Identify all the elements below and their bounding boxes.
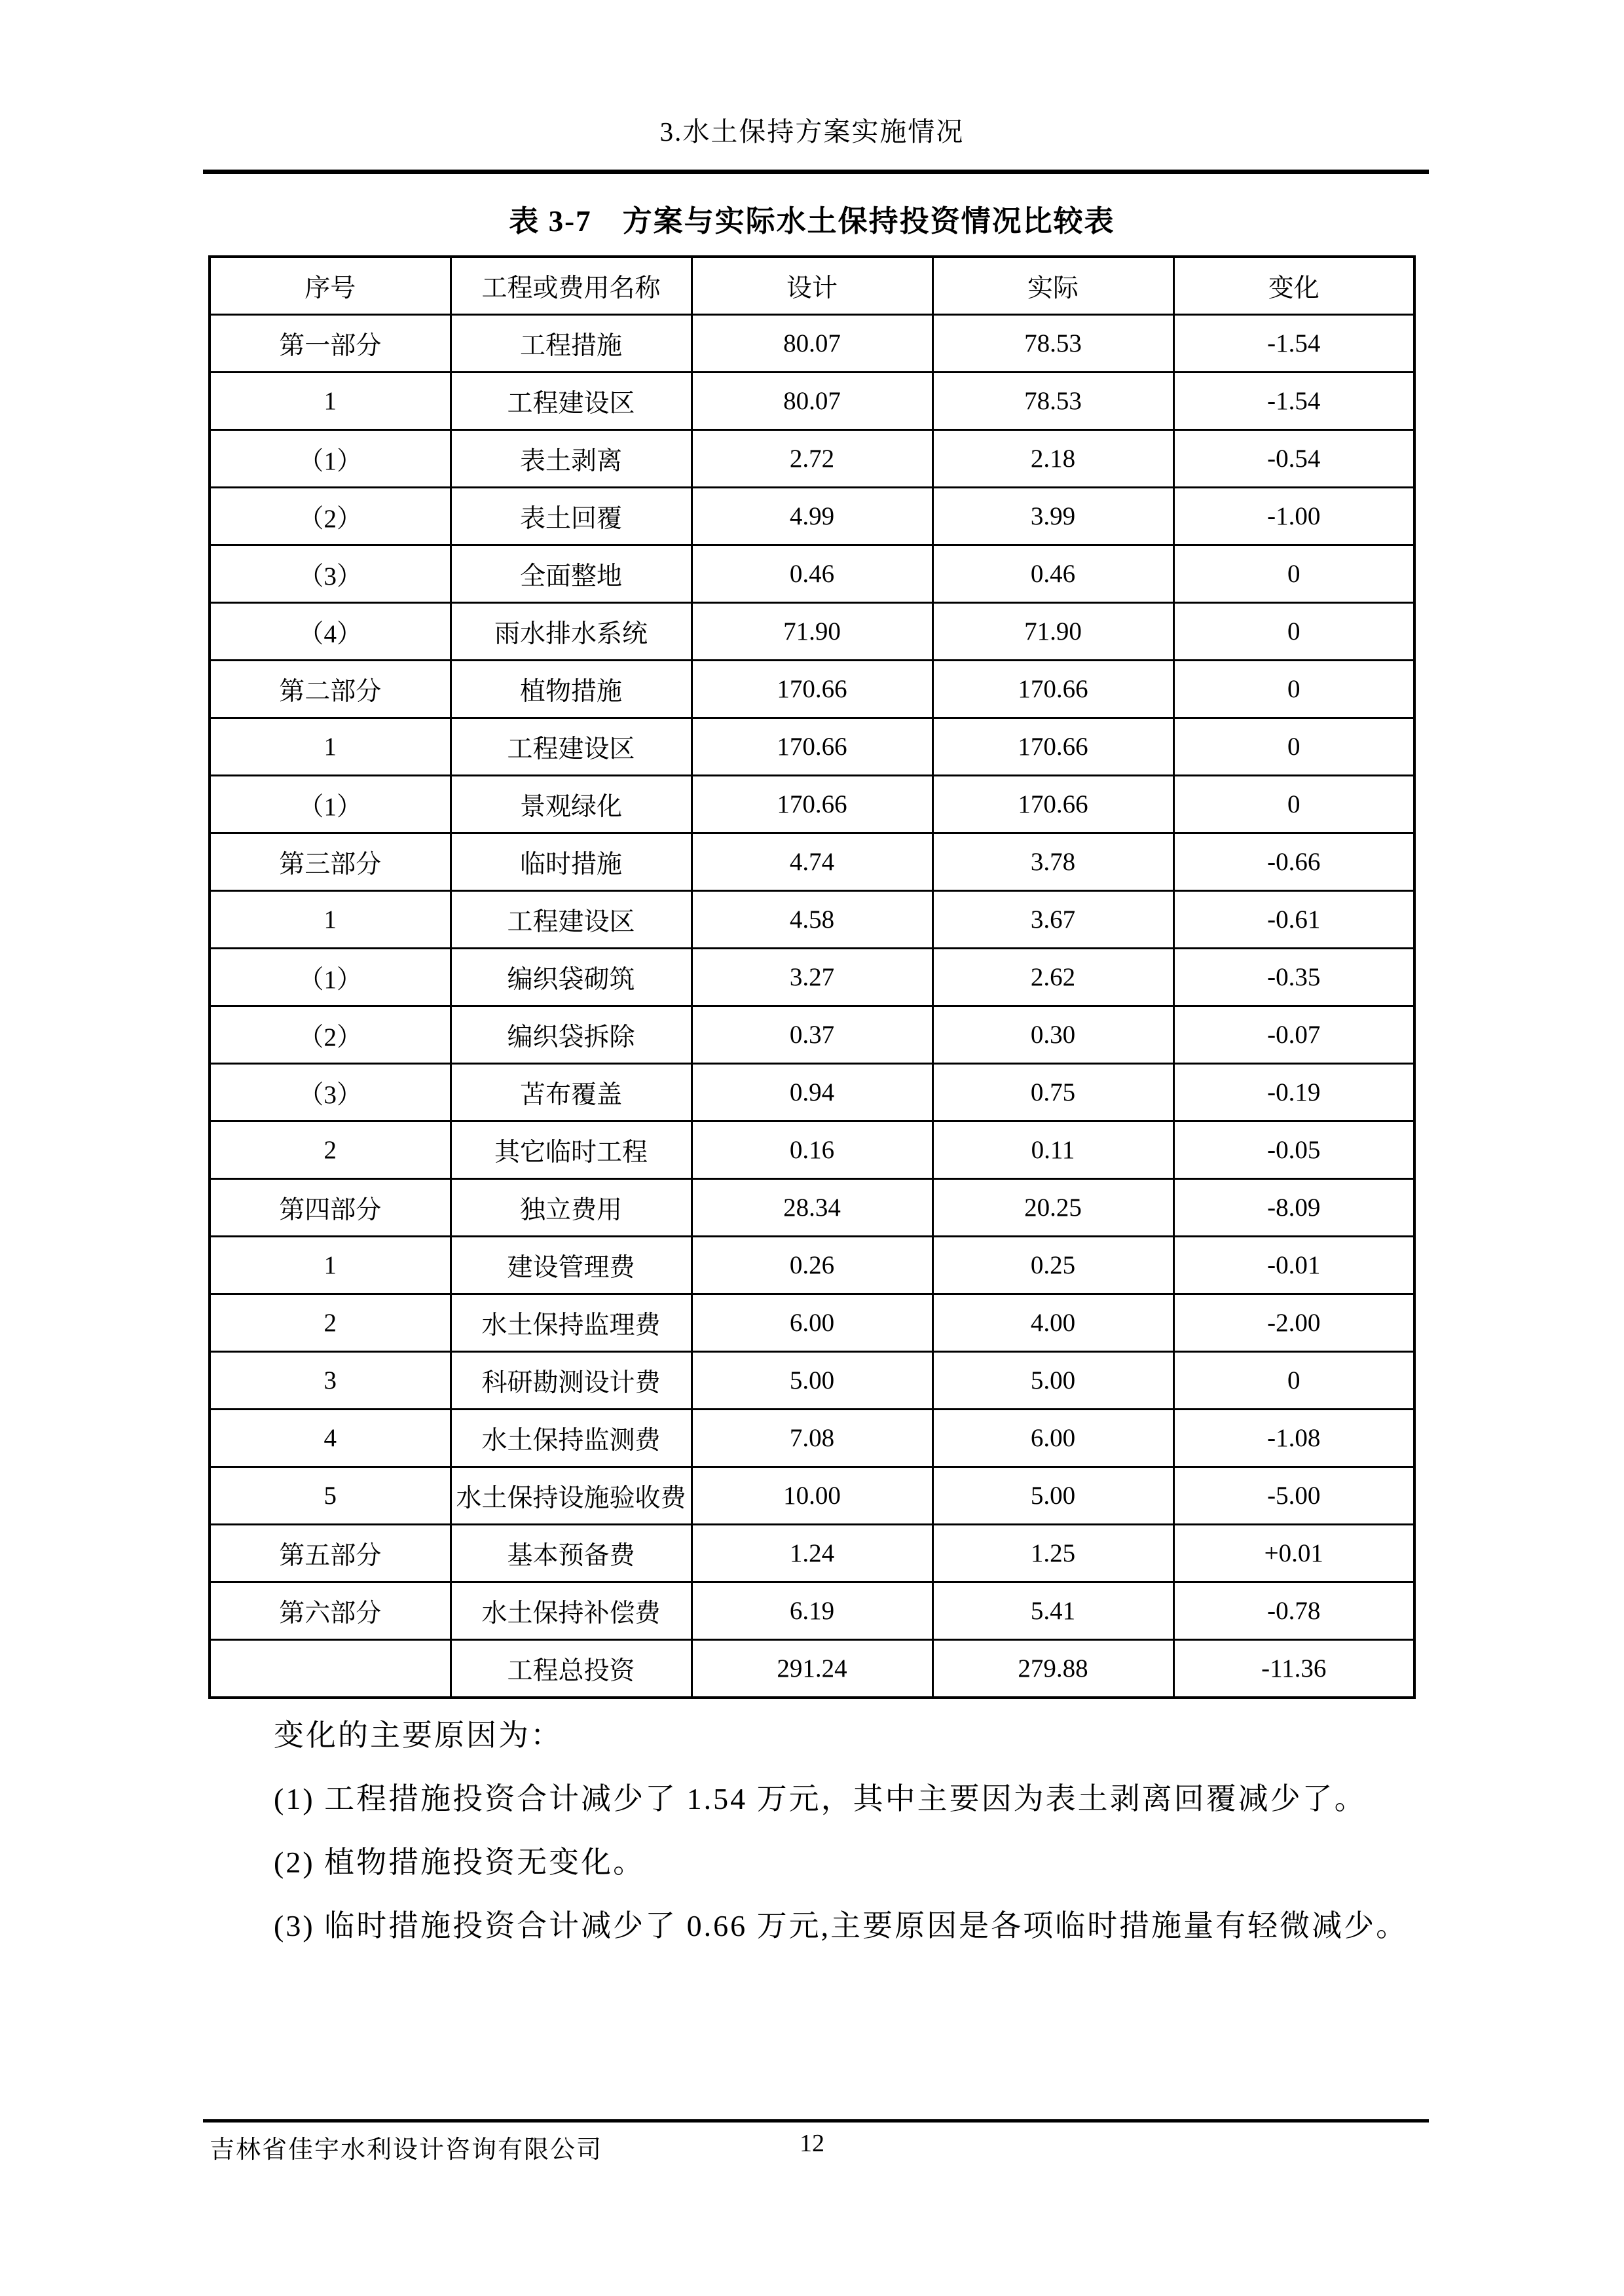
table-cell: 4.74 (692, 833, 932, 891)
table-row (210, 1582, 1414, 1640)
note-item: (1) 工程措施投资合计减少了 1.54 万元，其中主要因为表土剥离回覆减少了。 (274, 1782, 1367, 1815)
table-cell: -0.35 (1173, 949, 1414, 1006)
table-cell: 2 (210, 1294, 451, 1352)
table-cell: 表土剥离 (451, 430, 692, 488)
table-cell: 28.34 (692, 1179, 932, 1237)
table-cell: 4.00 (932, 1294, 1173, 1352)
table-cell (210, 1640, 451, 1698)
notes-section (208, 1704, 1583, 1958)
table-cell: +0.01 (1173, 1525, 1414, 1582)
table-cell: -5.00 (1173, 1467, 1414, 1525)
table-cell: 其它临时工程 (451, 1121, 692, 1179)
table-row (210, 545, 1414, 603)
table-row (210, 949, 1414, 1006)
table-cell: 工程措施 (451, 315, 692, 373)
table-cell: 2 (210, 1121, 451, 1179)
table-cell: 2.18 (932, 430, 1173, 488)
table-cell: 3.67 (932, 891, 1173, 949)
table-cell: 71.90 (932, 603, 1173, 661)
table-cell: -0.07 (1173, 1006, 1414, 1064)
table-row (210, 661, 1414, 718)
table-cell: 4 (210, 1410, 451, 1467)
table-cell: （1） (210, 949, 451, 1006)
page-footer (0, 2129, 1624, 2168)
table-row (210, 373, 1414, 430)
table-cell: 20.25 (932, 1179, 1173, 1237)
table-cell: 291.24 (692, 1640, 932, 1698)
table-cell: -11.36 (1173, 1640, 1414, 1698)
table-cell: 第三部分 (210, 833, 451, 891)
table-cell: 5.41 (932, 1582, 1173, 1640)
table-cell: 1.25 (932, 1525, 1173, 1582)
table-cell: 170.66 (932, 776, 1173, 833)
table-cell: -2.00 (1173, 1294, 1414, 1352)
column-header: 序号 (210, 257, 451, 315)
table-cell: 80.07 (692, 373, 932, 430)
notes-intro: 变化的主要原因为： (274, 1719, 563, 1752)
table-cell: 0.11 (932, 1121, 1173, 1179)
table-cell: 0 (1173, 661, 1414, 718)
table-row (210, 1640, 1414, 1698)
column-header: 实际 (932, 257, 1173, 315)
table-row (210, 776, 1414, 833)
table-cell: -1.54 (1173, 315, 1414, 373)
table-cell: 170.66 (932, 661, 1173, 718)
table-cell: 10.00 (692, 1467, 932, 1525)
table-cell: 5 (210, 1467, 451, 1525)
table-cell: 1 (210, 718, 451, 776)
table-cell: 工程建设区 (451, 891, 692, 949)
table-cell: -1.00 (1173, 488, 1414, 545)
table-cell: 水土保持补偿费 (451, 1582, 692, 1640)
table-cell: 独立费用 (451, 1179, 692, 1237)
table-cell: 全面整地 (451, 545, 692, 603)
table-cell: -0.19 (1173, 1064, 1414, 1121)
table-row (210, 315, 1414, 373)
table-cell: 80.07 (692, 315, 932, 373)
table-row (210, 1525, 1414, 1582)
table-cell: 78.53 (932, 315, 1173, 373)
header-divider (203, 170, 1429, 174)
table-cell: 0.26 (692, 1237, 932, 1294)
table-cell: （3） (210, 545, 451, 603)
table-cell: 3.78 (932, 833, 1173, 891)
footer-page-number: 12 (800, 2130, 824, 2157)
table-cell: 6.00 (692, 1294, 932, 1352)
table-cell: 1 (210, 373, 451, 430)
note-item: (2) 植物措施投资无变化。 (274, 1846, 646, 1879)
table-cell: 0.94 (692, 1064, 932, 1121)
table-cell: 水土保持监理费 (451, 1294, 692, 1352)
table-cell: 编织袋砌筑 (451, 949, 692, 1006)
table-row (210, 1352, 1414, 1410)
table-cell: 170.66 (692, 776, 932, 833)
table-cell: -0.61 (1173, 891, 1414, 949)
table-row (210, 1179, 1414, 1237)
table-cell: 水土保持设施验收费 (451, 1467, 692, 1525)
table-cell: 水土保持监测费 (451, 1410, 692, 1467)
table-cell: 第二部分 (210, 661, 451, 718)
table-cell: 临时措施 (451, 833, 692, 891)
table-title: 表 3-7 方案与实际水土保持投资情况比较表 (509, 205, 1115, 238)
table-cell: 279.88 (932, 1640, 1173, 1698)
table-cell: 3.99 (932, 488, 1173, 545)
table-cell: 5.00 (932, 1467, 1173, 1525)
table-cell: 0.37 (692, 1006, 932, 1064)
column-header: 工程或费用名称 (451, 257, 692, 315)
table-cell: 工程总投资 (451, 1640, 692, 1698)
table-row (210, 1467, 1414, 1525)
table-row (210, 718, 1414, 776)
table-cell: 0 (1173, 603, 1414, 661)
table-row (210, 430, 1414, 488)
table-cell: 4.99 (692, 488, 932, 545)
table-cell: 170.66 (692, 718, 932, 776)
table-cell: 第六部分 (210, 1582, 451, 1640)
table-cell: 71.90 (692, 603, 932, 661)
table-cell: -0.01 (1173, 1237, 1414, 1294)
table-cell: （4） (210, 603, 451, 661)
table-cell: -0.54 (1173, 430, 1414, 488)
table-header-row (210, 257, 1414, 315)
table-cell: 6.00 (932, 1410, 1173, 1467)
table-cell: 第五部分 (210, 1525, 451, 1582)
table-row (210, 1294, 1414, 1352)
table-cell: 78.53 (932, 373, 1173, 430)
table-cell: 4.58 (692, 891, 932, 949)
column-header: 设计 (692, 257, 932, 315)
table-cell: 表土回覆 (451, 488, 692, 545)
table-cell: -1.54 (1173, 373, 1414, 430)
table-cell: 0.16 (692, 1121, 932, 1179)
table-cell: 工程建设区 (451, 373, 692, 430)
table-cell: 0 (1173, 718, 1414, 776)
table-cell: 6.19 (692, 1582, 932, 1640)
column-header: 变化 (1173, 257, 1414, 315)
table-cell: 5.00 (692, 1352, 932, 1410)
table-row (210, 1064, 1414, 1121)
table-cell: 170.66 (932, 718, 1173, 776)
table-cell: 170.66 (692, 661, 932, 718)
table-cell: 1 (210, 1237, 451, 1294)
table-cell: 工程建设区 (451, 718, 692, 776)
table-cell: 编织袋拆除 (451, 1006, 692, 1064)
table-row (210, 1237, 1414, 1294)
table-cell: （3） (210, 1064, 451, 1121)
chapter-header: 3.水土保持方案实施情况 (659, 117, 965, 147)
table-cell: 1.24 (692, 1525, 932, 1582)
table-row (210, 1121, 1414, 1179)
table-cell: 基本预备费 (451, 1525, 692, 1582)
table-cell: 雨水排水系统 (451, 603, 692, 661)
table-cell: 0.30 (932, 1006, 1173, 1064)
table-cell: 3 (210, 1352, 451, 1410)
table-cell: 0 (1173, 1352, 1414, 1410)
table-cell: -0.05 (1173, 1121, 1414, 1179)
table-cell: 0.46 (932, 545, 1173, 603)
table-cell: 景观绿化 (451, 776, 692, 833)
table-cell: -8.09 (1173, 1179, 1414, 1237)
table-row (210, 1410, 1414, 1467)
table-cell: -0.78 (1173, 1582, 1414, 1640)
table-cell: 0.25 (932, 1237, 1173, 1294)
table-cell: 0 (1173, 545, 1414, 603)
table-cell: 5.00 (932, 1352, 1173, 1410)
table-cell: 植物措施 (451, 661, 692, 718)
table-cell: 7.08 (692, 1410, 932, 1467)
table-cell: -0.66 (1173, 833, 1414, 891)
table-cell: 2.72 (692, 430, 932, 488)
table-row (210, 603, 1414, 661)
table-cell: 第四部分 (210, 1179, 451, 1237)
table-cell: （1） (210, 776, 451, 833)
table-row (210, 891, 1414, 949)
table-cell: 0 (1173, 776, 1414, 833)
investment-comparison-table (208, 255, 1416, 1699)
footer-company-name: 吉林省佳宇水利设计咨询有限公司 (210, 2136, 603, 2164)
table-cell: （1） (210, 430, 451, 488)
table-cell: 科研勘测设计费 (451, 1352, 692, 1410)
table-cell: 0.46 (692, 545, 932, 603)
table-cell: （2） (210, 488, 451, 545)
note-item: (3) 临时措施投资合计减少了 0.66 万元,主要原因是各项临时措施量有轻微减少。 (274, 1909, 1409, 1942)
table-row (210, 1006, 1414, 1064)
table-cell: （2） (210, 1006, 451, 1064)
table-row (210, 488, 1414, 545)
table-cell: 苫布覆盖 (451, 1064, 692, 1121)
table-cell: 0.75 (932, 1064, 1173, 1121)
table-cell: 2.62 (932, 949, 1173, 1006)
footer-divider (203, 2119, 1429, 2123)
table-row (210, 833, 1414, 891)
table-cell: 第一部分 (210, 315, 451, 373)
table-cell: -1.08 (1173, 1410, 1414, 1467)
table-cell: 1 (210, 891, 451, 949)
table-cell: 建设管理费 (451, 1237, 692, 1294)
table-cell: 3.27 (692, 949, 932, 1006)
